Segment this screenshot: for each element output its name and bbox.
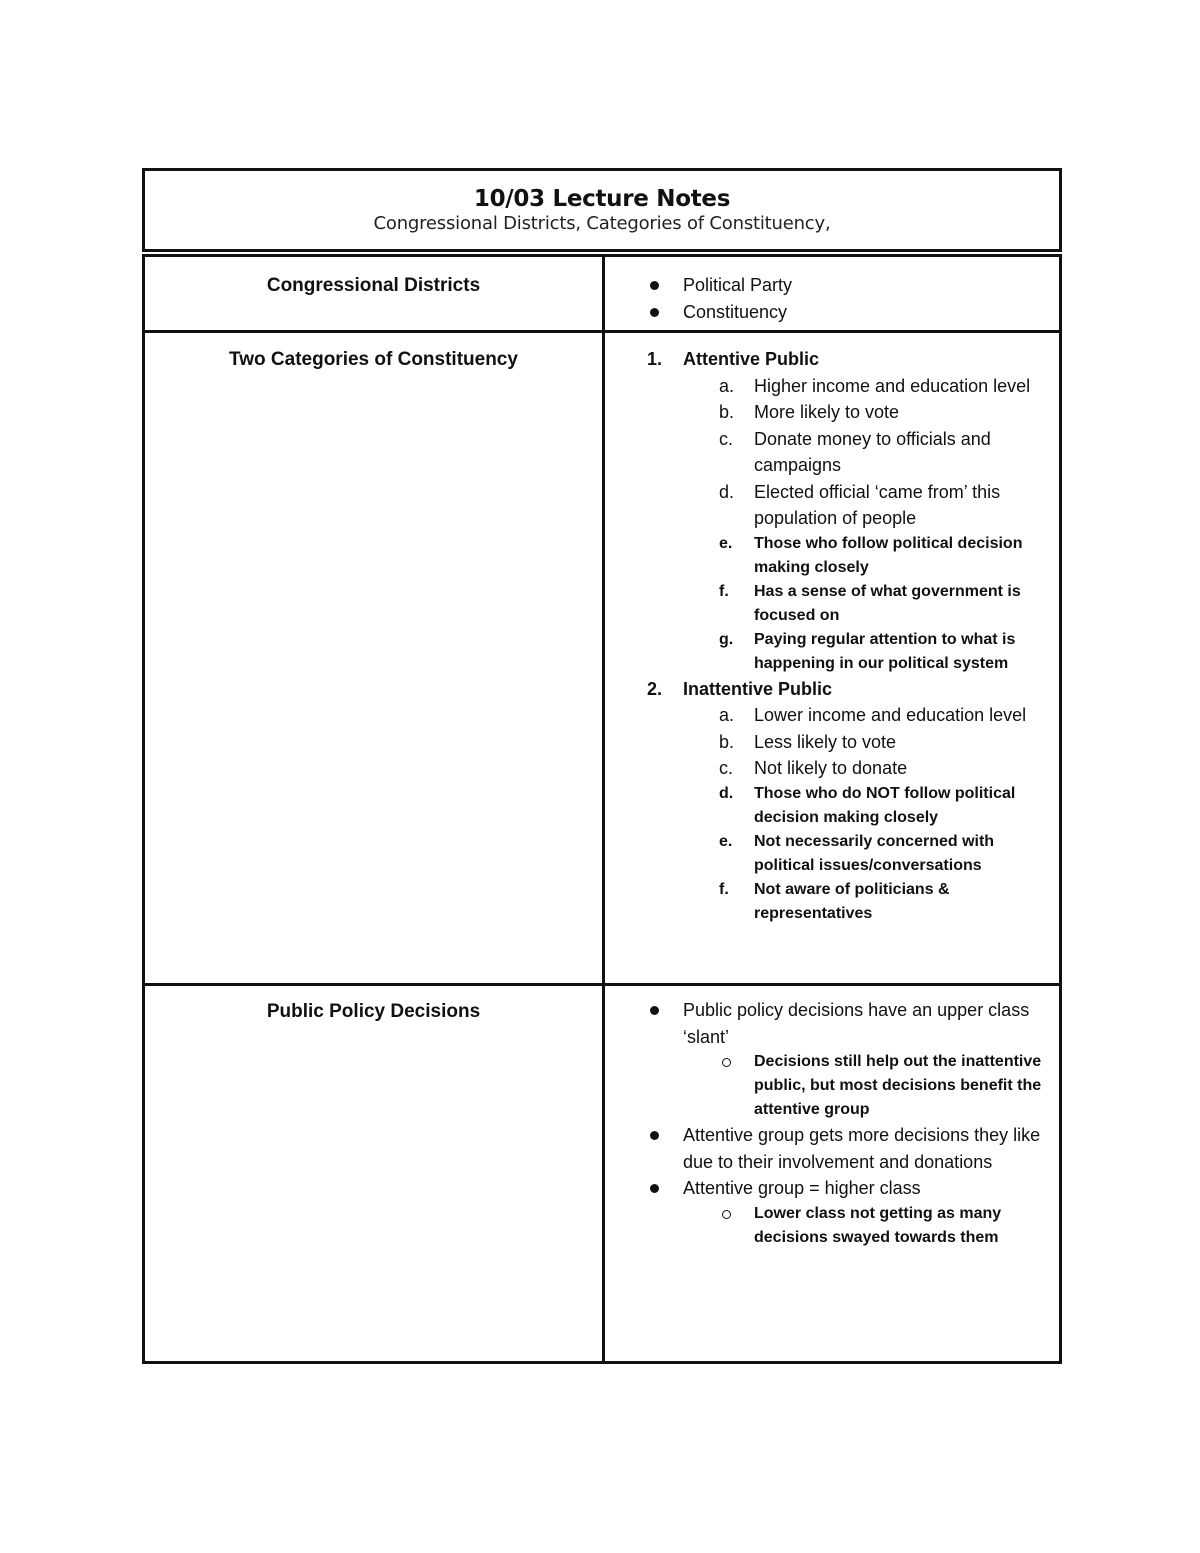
list-item: Attentive group gets more decisions they like due to their involvement and donations [605, 1122, 1059, 1175]
bullet-icon [650, 1131, 659, 1140]
list-item: Public policy decisions have an upper class ‘slant’ [605, 997, 1059, 1050]
list-heading-inattentive: 2. Inattentive Public [647, 678, 833, 699]
bullet-icon [650, 1006, 659, 1015]
bullet-icon [650, 281, 659, 290]
circle-bullet-icon [722, 1058, 731, 1067]
row-label-districts: Congressional Districts [266, 275, 481, 296]
list-item: f. Not aware of politicians & representatives [719, 880, 950, 922]
list-item: e. Not necessarily concerned with political issues/conversations [719, 832, 995, 874]
list-item: b. Less likely to vote [719, 731, 897, 752]
row-content-policy [605, 997, 1059, 1250]
row-content-districts [605, 272, 1059, 325]
row-label-constituency: Two Categories of Constituency [229, 349, 518, 370]
list-item: e. Those who follow political decision making closely [719, 534, 1023, 576]
list-item: Attentive group = higher class [605, 1175, 1059, 1202]
list-item: g. Paying regular attention to what is happening in our political system [719, 630, 1016, 672]
list-item: Decisions still help out the inattentive public, but most decisions benefit the attentive group [605, 1050, 1059, 1122]
title-box [142, 168, 1062, 252]
list-item: c. Not likely to donate [719, 758, 908, 778]
list-item: c. Donate money to officials and campaigns [719, 428, 991, 475]
list-item: a. Lower income and education level [719, 705, 1027, 725]
list-item: d. Elected official ‘came from’ this population of people [719, 481, 1001, 528]
bullet-icon [650, 1184, 659, 1193]
list-item: Constituency [605, 299, 1059, 326]
list-item: Lower class not getting as many decisions swayed towards them [605, 1202, 1059, 1250]
list-item: f. Has a sense of what government is focused on [719, 582, 1021, 624]
circle-bullet-icon [722, 1210, 731, 1219]
row-divider [145, 330, 1059, 333]
page-title: 10/03 Lecture Notes [473, 186, 731, 212]
row-content-constituency [605, 346, 1059, 926]
list-item: Political Party [605, 272, 1059, 299]
notes-table [142, 254, 1062, 1364]
list-item: b. More likely to vote [719, 402, 900, 422]
list-item: d. Those who do NOT follow political decision making closely [719, 784, 1016, 826]
row-divider [145, 983, 1059, 986]
page-subtitle: Congressional Districts, Categories of Constituency, [373, 213, 831, 234]
row-label-policy: Public Policy Decisions [266, 1001, 481, 1022]
list-item: a. Higher income and education level [719, 375, 1031, 396]
list-heading-attentive: 1. Attentive Public [647, 349, 820, 369]
bullet-icon [650, 308, 659, 317]
